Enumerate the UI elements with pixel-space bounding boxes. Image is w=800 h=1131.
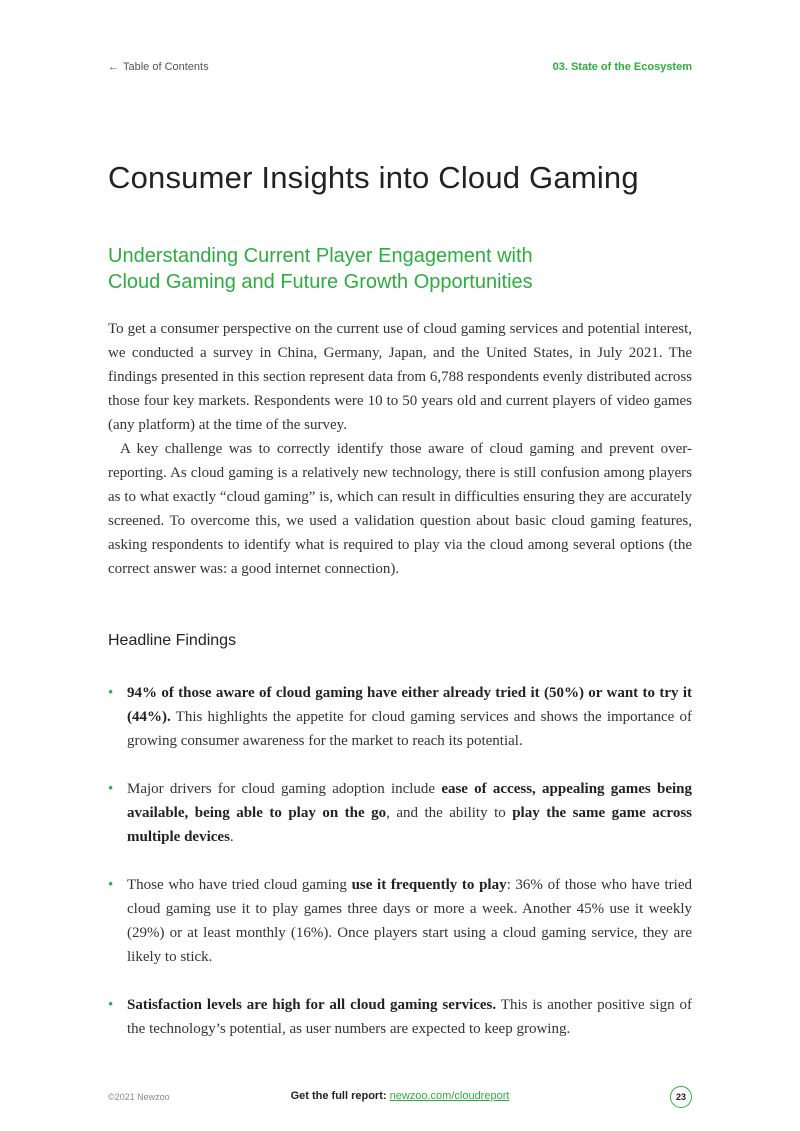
table-of-contents-label: Table of Contents — [123, 61, 209, 73]
intro-body — [108, 317, 692, 581]
bullet-icon: • — [108, 685, 114, 701]
list-item — [108, 777, 692, 849]
top-bar — [108, 59, 692, 75]
finding-text: . — [229, 829, 234, 845]
bullet-icon: • — [108, 997, 114, 1013]
finding-bold: 94% of those aware of cloud gaming have either already tried it (50%) or want to try it (44%). — [127, 685, 692, 725]
finding-bold: Satisfaction levels are high for all cloud gaming services. — [127, 997, 497, 1013]
subtitle-line-1: Understanding Current Player Engagement with — [108, 245, 533, 267]
page-footer — [108, 1086, 692, 1110]
full-report-cta — [108, 1090, 692, 1102]
list-item — [108, 681, 692, 753]
findings-list — [108, 681, 692, 1041]
list-item — [108, 993, 692, 1041]
section-breadcrumb: 03. State of the Ecosystem — [552, 61, 692, 73]
table-of-contents-link[interactable] — [108, 61, 209, 73]
list-item — [108, 873, 692, 969]
back-arrow-icon: ← — [108, 61, 119, 73]
cta-label: Get the full report: — [290, 1090, 390, 1102]
page-title: Consumer Insights into Cloud Gaming — [108, 160, 639, 195]
finding-text: Those who have tried cloud gaming — [127, 877, 352, 893]
finding-bold: ease of access, appealing games being available, being able to play on the go — [127, 781, 692, 821]
intro-paragraph-1: To get a consumer perspective on the current use of cloud gaming services and potential interest, we conducted a survey in China, Germany, Japan, and the United States, in July 2021. The findings presented in this section represent data from 6,788 respondents evenly distributed across those four key markets. Respondents were 10 to 50 years old and current players of video games (any platform) at the time of the survey. — [108, 321, 692, 433]
finding-text: This is another positive sign of the technology’s potential, as user numbers are expected to keep growing. — [127, 997, 692, 1037]
page-number-badge: 23 — [670, 1086, 692, 1108]
copyright: ©2021 Newzoo — [108, 1092, 170, 1102]
bullet-icon: • — [108, 781, 114, 797]
finding-bold: play the same game across multiple devices — [127, 805, 692, 845]
section-subtitle — [108, 243, 692, 295]
findings-heading: Headline Findings — [108, 632, 237, 649]
finding-bold: use it frequently to play — [351, 877, 507, 893]
finding-text: , and the ability to — [386, 805, 513, 821]
subtitle-line-2: Cloud Gaming and Future Growth Opportunities — [108, 271, 533, 293]
finding-text: This highlights the appetite for cloud gaming services and shows the importance of growing consumer awareness for the market to reach its potential. — [127, 709, 692, 749]
finding-text: Major drivers for cloud gaming adoption include — [127, 781, 442, 797]
full-report-link[interactable]: newzoo.com/cloudreport — [389, 1090, 510, 1102]
finding-text: : 36% of those who have tried cloud gaming use it to play games three days or more a week. Another 45% use it weekly (29%) or at least monthly (16%). Once players start using a cloud gaming service, they are likely to stick. — [127, 877, 692, 965]
bullet-icon: • — [108, 877, 114, 893]
intro-paragraph-2: A key challenge was to correctly identify those aware of cloud gaming and prevent over-reporting. As cloud gaming is a relatively new technology, there is still confusion among players as to what exactly “cloud gaming” is, which can result in difficulties ensuring they are accurately screened. To overcome this, we used a validation question about basic cloud gaming features, asking respondents to identify what is required to play via the cloud among several options (the correct answer was: a good internet connection). — [108, 441, 692, 577]
